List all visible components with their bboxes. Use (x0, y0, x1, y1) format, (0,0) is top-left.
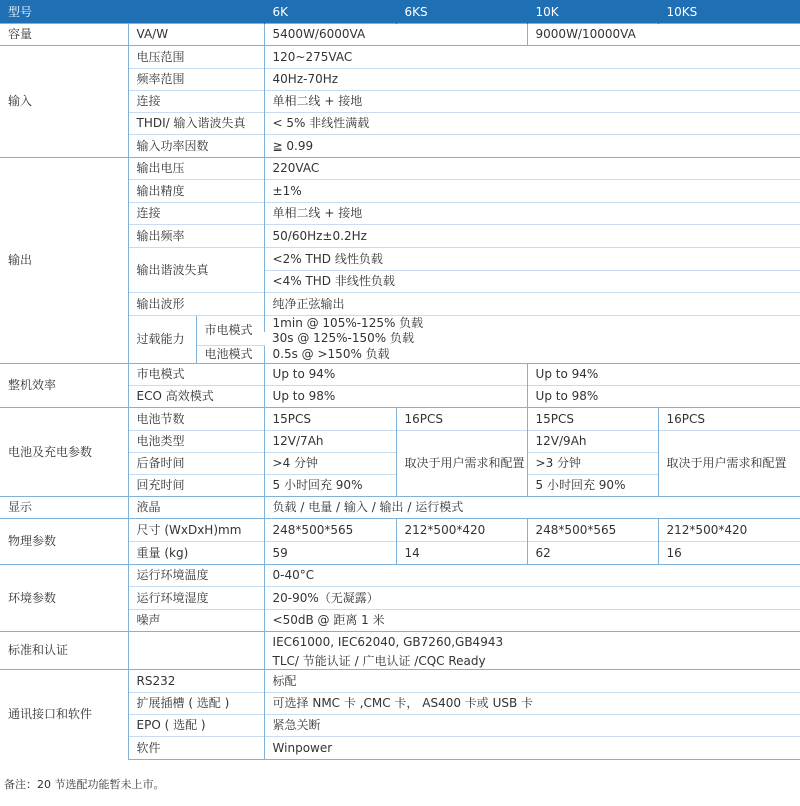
display-row (0, 497, 800, 519)
battery-backup-name: 后备时间 (128, 453, 264, 475)
physical-weight-6k: 59 (264, 542, 396, 565)
input-value: 40Hz-70Hz (264, 69, 800, 91)
standards-line: IEC61000, IEC62040, GB7260,GB4943 (264, 632, 800, 654)
model-10k: 10K (527, 1, 658, 24)
capacity-10k: 9000W/10000VA (527, 24, 800, 46)
footnote: 备注：20 节选配功能暂未上市。 (4, 778, 165, 791)
battery-backup-6k: >4 分钟 (264, 453, 396, 475)
display-label: 显示 (0, 497, 128, 519)
display-value: 负载 / 电量 / 输入 / 输出 / 运行模式 (264, 497, 800, 519)
environment-name: 噪声 (128, 610, 264, 632)
model-6ks: 6KS (396, 1, 527, 24)
environment-label: 环境参数 (0, 565, 128, 632)
battery-count-name: 电池节数 (128, 408, 264, 431)
input-value: < 5% 非线性满载 (264, 113, 800, 135)
output-value: 220VAC (264, 158, 800, 180)
comm-name: RS232 (128, 670, 264, 693)
environment-name: 运行环境温度 (128, 565, 264, 587)
output-value: <2% THD 线性负载 (264, 248, 800, 271)
comm-name: 扩展插槽 ( 选配 ) (128, 693, 264, 715)
capacity-unit: VA/W (128, 24, 264, 46)
battery-depends-6ks: 取决于用户需求和配置 (396, 431, 527, 497)
environment-value: <50dB @ 距离 1 米 (264, 610, 800, 632)
battery-recharge-6k: 5 小时回充 90% (264, 475, 396, 497)
efficiency-label: 整机效率 (0, 364, 128, 408)
physical-label: 物理参数 (0, 519, 128, 565)
header-row (0, 1, 800, 24)
input-value: 单相二线 + 接地 (264, 91, 800, 113)
environment-row (0, 565, 800, 587)
overload-mode-mains: 市电模式 (196, 316, 264, 346)
input-name: 连接 (128, 91, 264, 113)
comm-value: 标配 (264, 670, 800, 693)
standards-row (0, 632, 800, 654)
environment-name: 运行环境湿度 (128, 587, 264, 610)
physical-size-10k: 248*500*565 (527, 519, 658, 542)
standards-empty (128, 632, 264, 670)
output-name: 连接 (128, 203, 264, 225)
input-name: 电压范围 (128, 46, 264, 69)
input-name: 频率范围 (128, 69, 264, 91)
overload-line: 0.5s @ >150% 负载 (264, 346, 800, 364)
overload-line: 1min @ 105%-125% 负载 (264, 316, 800, 332)
efficiency-name: 市电模式 (128, 364, 264, 386)
output-value: ±1% (264, 180, 800, 203)
model-6k: 6K (264, 1, 396, 24)
capacity-6k: 5400W/6000VA (264, 24, 527, 46)
output-label: 输出 (0, 158, 128, 364)
environment-value: 20-90%（无凝露） (264, 587, 800, 610)
output-name: 输出波形 (128, 293, 264, 316)
input-name: 输入功率因数 (128, 135, 264, 158)
input-value: ≧ 0.99 (264, 135, 800, 158)
model-10ks: 10KS (658, 1, 800, 24)
physical-weight-10k: 62 (527, 542, 658, 565)
capacity-row (0, 24, 800, 46)
physical-weight-6ks: 14 (396, 542, 527, 565)
comm-name: 软件 (128, 737, 264, 760)
efficiency-10k: Up to 94% (527, 364, 800, 386)
overload-name: 过载能力 (128, 316, 196, 364)
output-row (0, 158, 800, 180)
output-value: 单相二线 + 接地 (264, 203, 800, 225)
battery-count-10ks: 16PCS (658, 408, 800, 431)
efficiency-row (0, 364, 800, 386)
battery-row (0, 408, 800, 431)
battery-type-10k: 12V/9Ah (527, 431, 658, 453)
output-name: 输出谐波失真 (128, 248, 264, 293)
physical-size-name: 尺寸 (WxDxH)mm (128, 519, 264, 542)
battery-count-6k: 15PCS (264, 408, 396, 431)
battery-label: 电池及充电参数 (0, 408, 128, 497)
display-name: 液晶 (128, 497, 264, 519)
battery-depends-10ks: 取决于用户需求和配置 (658, 431, 800, 497)
battery-recharge-name: 回充时间 (128, 475, 264, 497)
output-name: 输出频率 (128, 225, 264, 248)
output-value: 纯净正弦输出 (264, 293, 800, 316)
comm-value: 可选择 NMC 卡 ,CMC 卡， AS400 卡或 USB 卡 (264, 693, 800, 715)
physical-row (0, 519, 800, 542)
battery-count-6ks: 16PCS (396, 408, 527, 431)
capacity-label: 容量 (0, 24, 128, 46)
comm-label: 通讯接口和软件 (0, 670, 128, 760)
physical-size-6k: 248*500*565 (264, 519, 396, 542)
header-label: 型号 (0, 1, 264, 24)
overload-line: 30s @ 125%-150% 负载 (272, 331, 414, 345)
standards-label: 标准和认证 (0, 632, 128, 670)
efficiency-6k: Up to 94% (264, 364, 527, 386)
battery-type-name: 电池类型 (128, 431, 264, 453)
comm-value: 紧急关断 (264, 715, 800, 737)
output-name: 输出电压 (128, 158, 264, 180)
comm-row (0, 670, 800, 693)
output-value: <4% THD 非线性负载 (264, 271, 800, 293)
input-value: 120~275VAC (264, 46, 800, 69)
battery-backup-10k: >3 分钟 (527, 453, 658, 475)
comm-name: EPO ( 选配 ) (128, 715, 264, 737)
battery-recharge-10k: 5 小时回充 90% (527, 475, 658, 497)
efficiency-6k: Up to 98% (264, 386, 527, 408)
efficiency-name: ECO 高效模式 (128, 386, 264, 408)
battery-count-10k: 15PCS (527, 408, 658, 431)
input-label: 输入 (0, 46, 128, 158)
physical-weight-name: 重量 (kg) (128, 542, 264, 565)
physical-size-6ks: 212*500*420 (396, 519, 527, 542)
environment-value: 0-40°C (264, 565, 800, 587)
overload-mode-battery: 电池模式 (196, 346, 264, 364)
standards-line: TLC/ 节能认证 / 广电认证 /CQC Ready (264, 654, 800, 670)
battery-type-6k: 12V/7Ah (264, 431, 396, 453)
input-row (0, 46, 800, 69)
physical-size-10ks: 212*500*420 (658, 519, 800, 542)
physical-weight-10ks: 16 (658, 542, 800, 565)
input-name: THDI/ 输入谐波失真 (128, 113, 264, 135)
output-value: 50/60Hz±0.2Hz (264, 225, 800, 248)
output-name: 输出精度 (128, 180, 264, 203)
efficiency-10k: Up to 98% (527, 386, 800, 408)
comm-value: Winpower (264, 737, 800, 760)
